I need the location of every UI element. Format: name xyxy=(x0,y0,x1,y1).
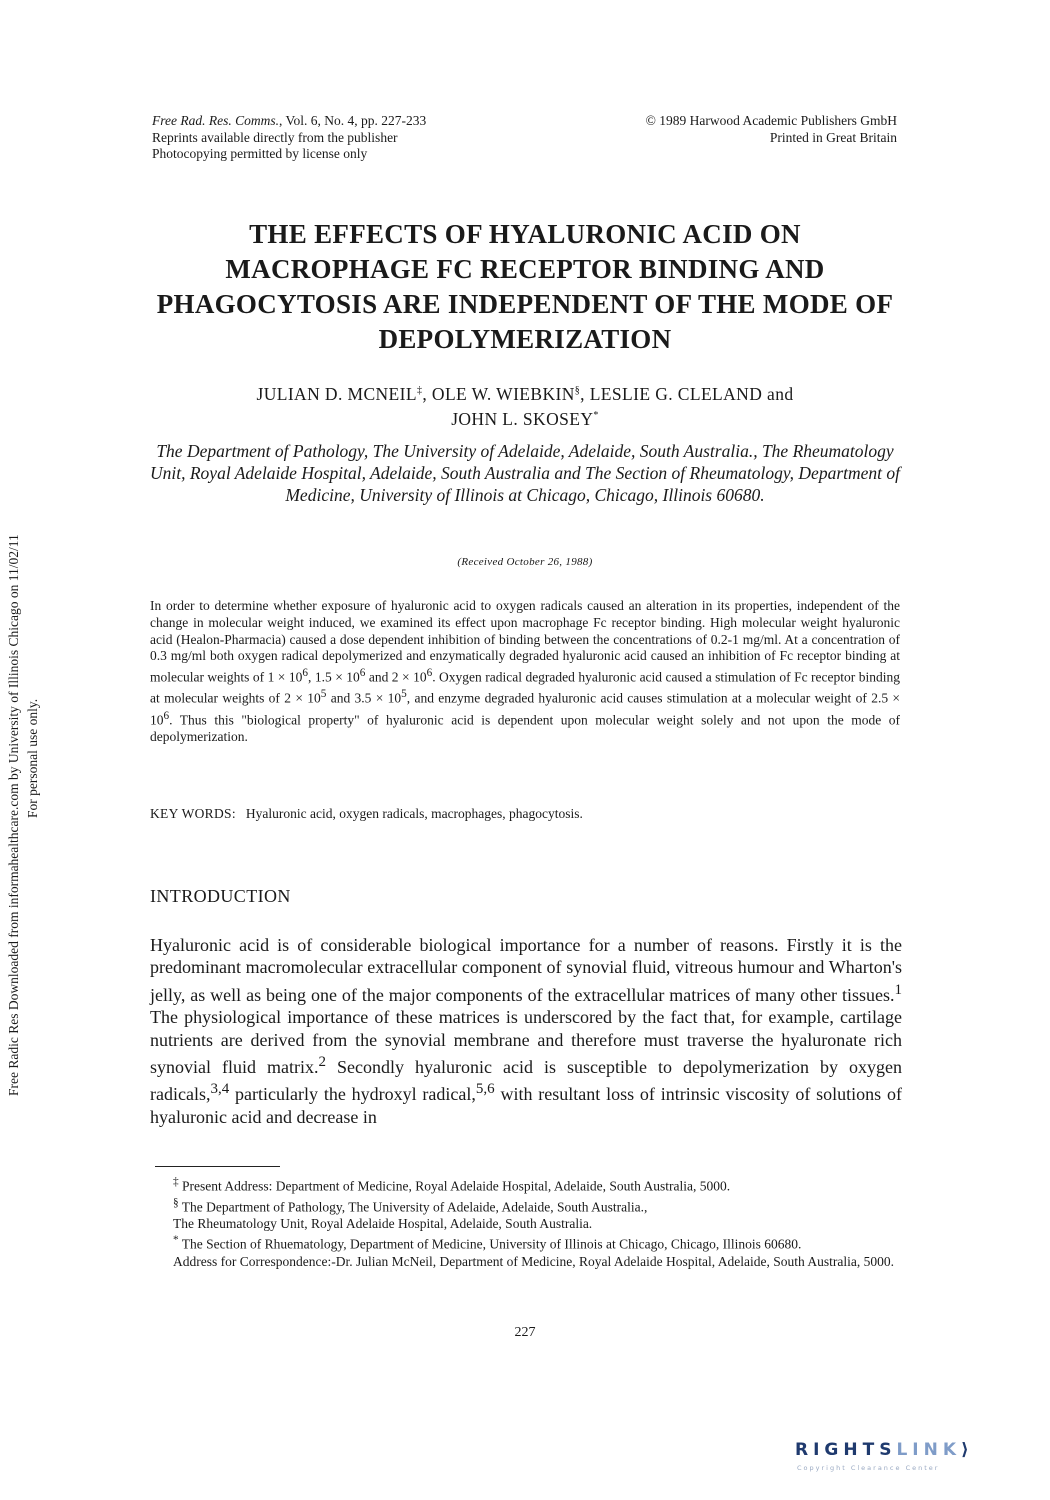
copyright-line: © 1989 Harwood Academic Publishers GmbH xyxy=(645,113,897,128)
exponent-4: 5 xyxy=(320,688,327,701)
footnote-text-4: The Section of Rhuematology, Department of Medicine, University of Illinois at Chicago, Chicago, Illinois 60680. xyxy=(178,1236,802,1252)
ref-1: 1 xyxy=(894,981,902,998)
author-wiebkin: , OLE W. WIEBKIN xyxy=(422,383,575,404)
footnotes xyxy=(150,1174,902,1270)
author-mark-1: ‡ xyxy=(416,385,423,396)
logo-wordmark xyxy=(795,1440,974,1460)
printed-line: Printed in Great Britain xyxy=(769,129,897,145)
logo-text-light: LINK xyxy=(896,1440,961,1460)
received-date: (Received October 26, 1988) xyxy=(457,556,593,568)
abstract-text-4: . Oxygen radical degraded hyaluronic acid caused a stimulation of Fc receptor binding at molecular weights of 2 × 10 xyxy=(150,669,900,706)
footnote-text-1: Present Address: Department of Medicine, Royal Adelaide Hospital, Adelaide, South Australia, 5000. xyxy=(178,1178,731,1194)
footnote-3 xyxy=(150,1215,902,1232)
keywords xyxy=(150,806,900,822)
author-mark-2: § xyxy=(574,385,581,396)
watermark-line-2: For personal use only. xyxy=(25,698,40,818)
footnote-5 xyxy=(150,1253,902,1270)
intro-text-5: with resultant loss of intrinsic viscosity of solutions of hyaluronic acid and decrease in xyxy=(150,1084,902,1127)
author-skosey: JOHN L. SKOSEY xyxy=(451,408,594,429)
volume-pages: , Vol. 6, No. 4, pp. 227-233 xyxy=(278,113,427,128)
footnote-1 xyxy=(150,1174,902,1195)
watermark-line-1: Free Radic Res Downloaded from informahealthcare.com by University of Illinois Chicago on 11/02/11 xyxy=(6,534,21,1096)
footnote-text-2: The Department of Pathology, The University of Adelaide, Adelaide, South Australia., xyxy=(178,1199,648,1214)
download-watermark xyxy=(0,0,50,1500)
footnote-mark-2: § xyxy=(173,1196,179,1209)
author-mcneil: JULIAN D. MCNEIL xyxy=(256,383,417,404)
affiliation: The Department of Pathology, The University of Adelaide, Adelaide, South Australia., The Rheumatology Unit, Royal Adelaide Hospital, Adelaide, South Australia and The Section of Rheumatology, Department of Medicine, University of Illinois at Chicago, Chicago, Illinois 60680. xyxy=(150,441,900,505)
section-heading-introduction: INTRODUCTION xyxy=(150,886,291,906)
author-mark-4: * xyxy=(593,409,599,421)
intro-text-2: The physiological importance of these matrices is underscored by the fact that, for example, cartilage nutrients are derived from the synovial membrane and therefore must traverse the hyaluronate rich synovial fluid matrix. xyxy=(150,1007,902,1078)
intro-text-4: particularly the hydroxyl radical, xyxy=(229,1084,476,1105)
journal-header-left xyxy=(152,113,426,163)
keywords-text: Hyaluronic acid, oxygen radicals, macrophages, phagocytosis. xyxy=(245,806,583,821)
footnote-mark-1: ‡ xyxy=(173,1176,179,1188)
abstract-text-1: In order to determine whether exposure of hyaluronic acid to oxygen radicals caused an alteration in its properties, independent of the change in molecular weight induced, we examined its effect upon macrophage Fc receptor binding. High molecular weight hyaluronic acid (Healon-Pharmacia) caused a dose dependent inhibition of binding between the concentrations of 0.2-1 mg/ml. At a concentration of 0.3 mg/ml both oxygen radical depolymerized and enzymatically degraded hyaluronic acid caused an inhibition of Fc receptor binding at molecular weights of 1 × 10 xyxy=(150,598,900,685)
intro-text-1: Hyaluronic acid is of considerable biological importance for a number of reasons. Firstly it is the predominant macromolecular extracellular component of synovial fluid, vitreous humour and Wharton's jelly, as well as being one of the major components of the extracellular matrices of many other tissues. xyxy=(150,935,902,1005)
footnote-text-3: The Rheumatology Unit, Royal Adelaide Hospital, Adelaide, South Australia. xyxy=(173,1216,593,1231)
exponent-5: 5 xyxy=(401,688,407,701)
abstract-text-2: , 1.5 × 10 xyxy=(308,669,360,685)
exponent-3: 6 xyxy=(426,667,433,680)
ref-5-6: 5,6 xyxy=(475,1081,495,1098)
abstract xyxy=(150,598,900,746)
logo-subtitle: Copyright Clearance Center xyxy=(797,1464,940,1472)
photocopy-note: Photocopying permitted by license only xyxy=(152,146,368,161)
footnote-4 xyxy=(150,1232,902,1253)
author-cleland: , LESLIE G. CLELAND and xyxy=(580,383,794,404)
arrow-icon: ⟩ xyxy=(961,1440,974,1460)
citation-line xyxy=(152,113,426,130)
author-list xyxy=(150,380,900,430)
journal-name: Free Rad. Res. Comms. xyxy=(152,113,279,128)
footnote-2 xyxy=(150,1195,902,1216)
exponent-2: 6 xyxy=(359,667,366,680)
journal-header-right xyxy=(646,113,897,146)
abstract-text-7: . Thus this "biological property" of hyaluronic acid is dependent upon molecular weight solely and not upon the mode of depolymerization. xyxy=(150,712,900,745)
footnote-text-5: Address for Correspondence:-Dr. Julian McNeil, Department of Medicine, Royal Adelaide Hospital, Adelaide, South Australia, 5000. xyxy=(173,1253,894,1269)
footnote-rule xyxy=(155,1166,280,1167)
logo-text-dark: RIGHTS xyxy=(795,1440,897,1460)
exponent-6: 6 xyxy=(163,709,170,722)
rightslink-logo[interactable] xyxy=(795,1440,1035,1480)
ref-2: 2 xyxy=(318,1054,327,1071)
introduction-body xyxy=(150,934,902,1128)
keywords-label: KEY WORDS: xyxy=(150,806,236,821)
abstract-text-5: and 3.5 × 10 xyxy=(326,690,402,706)
page-number: 227 xyxy=(514,1325,536,1340)
reprints-note: Reprints available directly from the publisher xyxy=(152,129,398,145)
exponent-1: 6 xyxy=(302,667,309,680)
paper-title: THE EFFECTS OF HYALURONIC ACID ON MACROPHAGE FC RECEPTOR BINDING AND PHAGOCYTOSIS ARE INDEPENDENT OF THE MODE OF DEPOLYMERIZATION xyxy=(156,219,894,354)
intro-text-3: Secondly hyaluronic acid is susceptible to depolymerization by oxygen radicals, xyxy=(150,1057,902,1105)
footnote-mark-4: * xyxy=(173,1234,179,1246)
ref-3-4: 3,4 xyxy=(210,1081,230,1098)
abstract-text-6: , and enzyme degraded hyaluronic acid causes stimulation at a molecular weight of 2.5 × 10 xyxy=(150,690,901,728)
abstract-text-3: and 2 × 10 xyxy=(365,669,427,685)
